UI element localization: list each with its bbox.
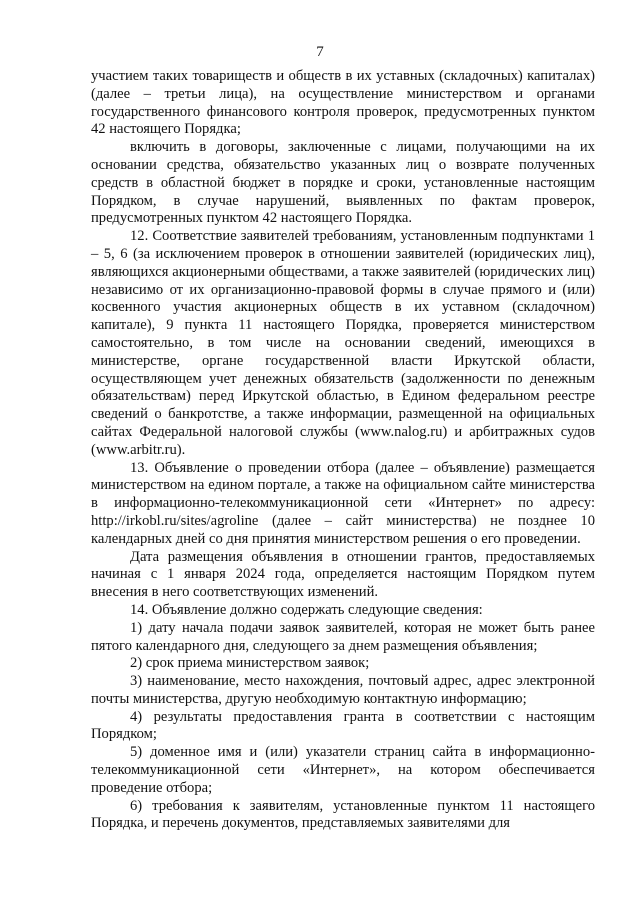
paragraph-continuation: участием таких товариществ и обществ в их уставных (складочных) капиталах) (далее – третьи лица), на осуществление министерством и органами государственного финансового контроля проверок, предусмотренных пунктом 42 настоящего Порядка; bbox=[91, 68, 595, 138]
list-item: 1) дату начала подачи заявок заявителей, которая не может быть ранее пятого календарного дня, следующего за днем размещения объявления; bbox=[91, 619, 595, 654]
page-number: 7 bbox=[316, 44, 324, 60]
list-item: 3) наименование, место нахождения, почтовый адрес, адрес электронной почты министерства, другую необходимую контактную информацию; bbox=[91, 673, 595, 707]
paragraph-item-14: 14. Объявление должно содержать следующие сведения: bbox=[130, 601, 483, 618]
list-item: 6) требования к заявителям, установленные пунктом 11 настоящего Порядка, и перечень документов, представляемых заявителями для bbox=[91, 797, 595, 832]
list-item: 5) доменное имя и (или) указатели страниц сайта в информационно-телекоммуникационной сети «Интернет», на котором обеспечивается проведение отбора; bbox=[91, 744, 595, 796]
document-body bbox=[91, 68, 595, 833]
list-item: 2) срок приема министерством заявок; bbox=[130, 655, 370, 672]
paragraph: Дата размещения объявления в отношении грантов, предоставляемых начиная с 1 января 2024 года, определяется настоящим Порядком путем внесения в него соответствующих изменений. bbox=[91, 548, 595, 601]
list-item: 4) результаты предоставления гранта в соответствии с настоящим Порядком; bbox=[91, 708, 595, 743]
paragraph-item-13: 13. Объявление о проведении отбора (далее – объявление) размещается министерством на едином портале, а также на официальном сайте министерства в информационно-телекоммуникационной сети «Интернет» по адресу: http://irkobl.ru/sites/agroline (далее – сайт министерства) не позднее 10 календарных дней со дня принятия министерством решения о его проведении. bbox=[91, 459, 595, 547]
paragraph: включить в договоры, заключенные с лицами, получающими на их основании средства, обязательство указанных лиц о возврате полученных средств в областной бюджет в порядке и сроки, установленные настоящим Порядком, в случае нарушений, выявленных по фактам проверок, предусмотренных пунктом 42 настоящего Порядка. bbox=[91, 139, 595, 227]
paragraph-item-12: 12. Соответствие заявителей требованиям, установленным подпунктами 1 – 5, 6 (за исключением проверок в отношении заявителей (юридических лиц), являющихся акционерными обществами, а также заявителей (юридических лиц) независимо от их организационно-правовой формы в случае прямого и (или) косвенного участия акционерных обществ в их уставном (складочном) капитале), 9 пункта 11 настоящего Порядка, проверяется министерством самостоятельно, в том числе на основании сведений, имеющихся в министерстве, органе государственной власти Иркутской области, осуществляющем учет денежных обязательств (задолженности по денежным обязательствам) перед Иркутской областью, в Едином федеральном реестре сведений о банкротстве, а также информации, размещенной на официальных сайтах Федеральной налоговой службы (www.nalog.ru) и арбитражных судов (www.arbitr.ru). bbox=[91, 228, 595, 458]
